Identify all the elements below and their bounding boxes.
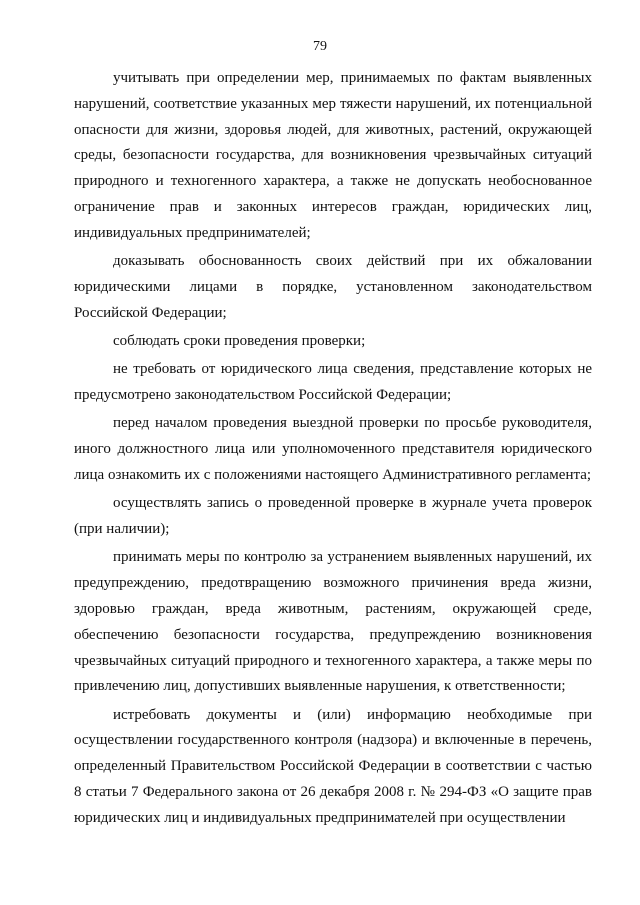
paragraph-consider-measures: учитывать при определении мер, принимаемых по фактам выявленных нарушений, соответствие указанных мер тяжести нарушений, их потенциальной опасности для жизни, здоровья людей, для животных, растений, окружающей среды, безопасности государства, для возникновения чрезвычайных ситуаций природного и техногенного характера, а также не допускать необоснованное ограничение прав и законных интересов граждан, юридических лиц, индивидуальных предпринимателей;: [74, 70, 592, 241]
paragraph-observe-deadlines: соблюдать сроки проведения проверки;: [113, 332, 366, 349]
paragraph-familiarize-regulation: перед началом проведения выездной проверки по просьбе руководителя, иного должностного лица или уполномоченного представителя юридического лица ознакомить их с положениями настоящего Административного регламента;: [74, 415, 592, 483]
paragraph-prove-validity: доказывать обоснованность своих действий при их обжаловании юридическими лицами в порядке, установленном законодательством Российской Федерации;: [74, 253, 592, 321]
paragraph-take-measures: принимать меры по контролю за устранением выявленных нарушений, их предупреждению, предотвращению возможного причинения вреда жизни, здоровью граждан, вреда животным, растениям, окружающей среде, обеспечению безопасности государства, предупреждению возникновения чрезвычайных ситуаций природного и техногенного характера, а также меры по привлечению лиц, допустивших выявленные нарушения, к ответственности;: [74, 549, 592, 695]
paragraph-no-extra-information: не требовать от юридического лица сведения, представление которых не предусмотрено законодательством Российской Федерации;: [74, 361, 592, 404]
page-number: 79: [313, 39, 327, 54]
document-body: [74, 66, 592, 832]
paragraph-journal-record: осуществлять запись о проведенной проверке в журнале учета проверок (при наличии);: [74, 495, 592, 538]
paragraph-request-documents: истребовать документы и (или) информацию необходимые при осуществлении государственного контроля (надзора) и включенные в перечень, определенный Правительством Российской Федерации в соответствии с частью 8 статьи 7 Федерального закона от 26 декабря 2008 г. № 294-ФЗ «О защите прав юридических лиц и индивидуальных предпринимателей при осуществлении: [74, 706, 592, 826]
